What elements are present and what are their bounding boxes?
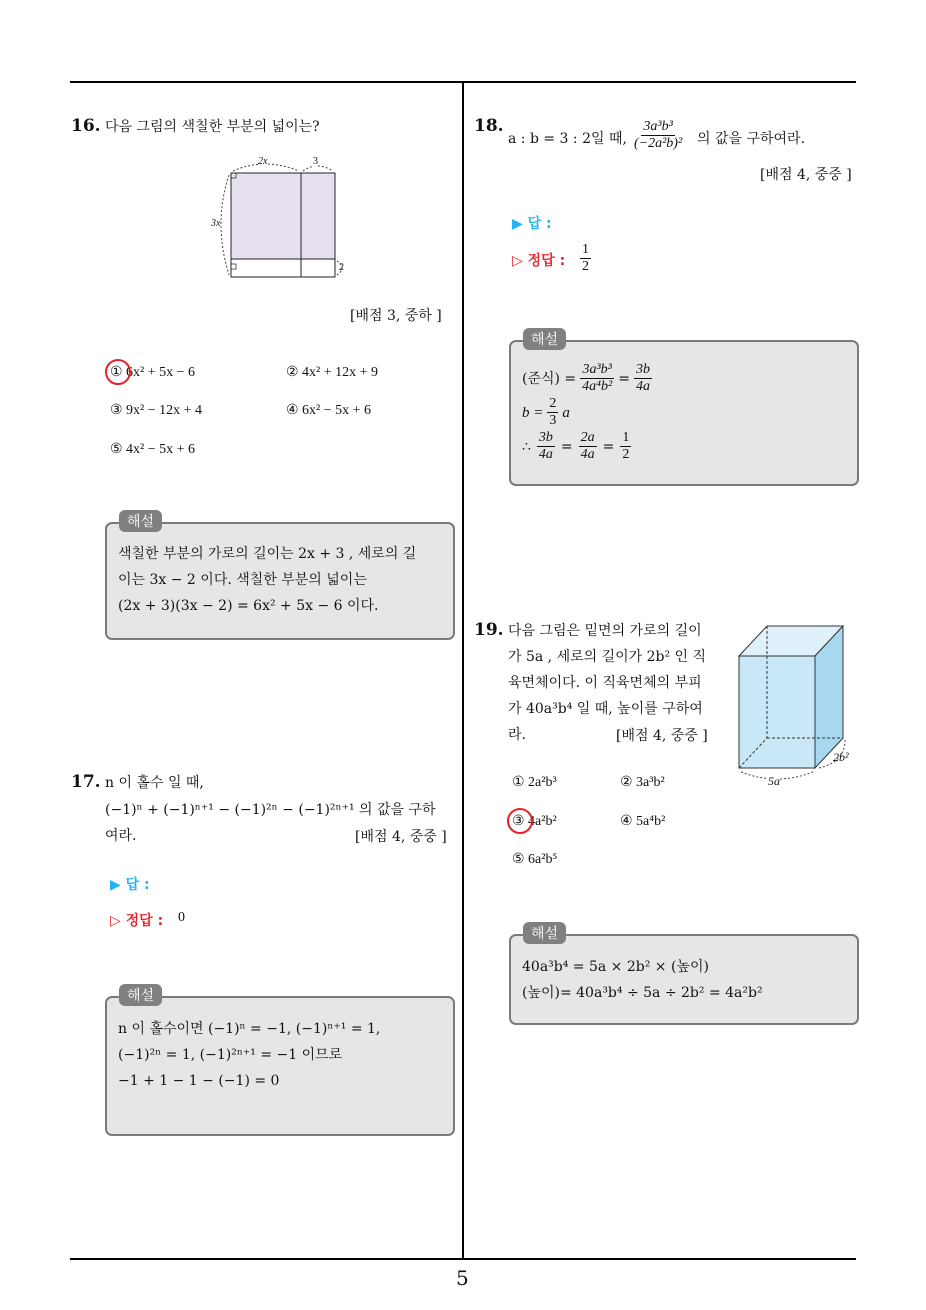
q18-sol-l3-eq2: = (602, 438, 615, 455)
q16-question: 다음 그림의 색칠한 부분의 넓이는? (105, 119, 320, 135)
q18-sol-l1-eq: = (618, 370, 630, 387)
q19-solution-line2: (높이)= 40a³b⁴ ÷ 5a ÷ 2b² = 4a²b² (522, 985, 763, 1001)
q18-sol-l1-f1d: 4a⁴b² (582, 379, 613, 394)
q18-correct-num: 1 (582, 242, 589, 257)
q18-sol-l3-therefore: ∴ (522, 438, 531, 455)
q19-cuboid-figure (735, 622, 860, 792)
q16-fig-label-2: 2 (339, 262, 344, 273)
q18-sol-l3-f3d: 2 (622, 447, 630, 462)
q16-solution-line1: 색칠한 부분의 가로의 길이는 2x + 3 , 세로의 길 (118, 546, 417, 562)
q16-number: 16. (71, 116, 101, 136)
q19-choice-3[interactable]: ③ 4a²b² (512, 814, 557, 829)
q16-choice-1[interactable]: ① 6x² + 5x − 6 (110, 365, 196, 380)
q17-score: [배점 4, 중중 ] (355, 829, 447, 845)
q18-sol-line2 (522, 396, 570, 429)
bottom-rule (70, 1258, 856, 1260)
q18-sol-l2-frac (547, 396, 558, 429)
q18-sol-l2-fn: 2 (549, 396, 557, 411)
q18-sol-line1 (522, 362, 652, 395)
q18-sol-line3 (522, 430, 631, 463)
q17-line1: n 이 홀수 일 때, (105, 775, 204, 791)
q18-expr-denominator: (−2a²b)² (634, 136, 683, 151)
q18-sol-l3-f2d: 4a (580, 447, 595, 462)
q18-sol-l3-f2n: 2a (580, 430, 595, 445)
q16-choice-3[interactable]: ③ 9x² − 12x + 4 (110, 403, 203, 418)
q17-solution-line1: n 이 홀수이면 (−1)ⁿ = −1, (−1)ⁿ⁺¹ = 1, (118, 1021, 381, 1037)
q18-sol-l1-f2d: 4a (635, 379, 650, 394)
q18-sol-l2-prefix: b = (522, 404, 544, 421)
column-divider (462, 82, 464, 1260)
q19-line1: 다음 그림은 밑면의 가로의 길이 (508, 623, 702, 639)
q18-solution-tag: 해설 (523, 328, 566, 350)
q17-solution-line2: (−1)²ⁿ = 1, (−1)²ⁿ⁺¹ = −1 이므로 (118, 1047, 343, 1063)
q17-number: 17. (71, 772, 101, 792)
q16-selected-mark (105, 359, 131, 385)
q19-fig-label-5a: 5a (768, 774, 780, 788)
q18-sol-l3-frac3 (620, 430, 631, 463)
q16-figure (205, 155, 355, 280)
q16-solution-line2: 이는 3x − 2 이다. 색칠한 부분의 넓이는 (118, 572, 367, 588)
q18-sol-l2-fd: 3 (549, 413, 557, 428)
q19-solution-line1: 40a³b⁴ = 5a × 2b² × (높이) (522, 959, 709, 975)
page-number: 5 (456, 1266, 469, 1290)
q17-solution-line3: −1 + 1 − 1 − (−1) = 0 (118, 1073, 280, 1089)
q16-fig-label-3x: 3x (211, 218, 221, 229)
q19-selected-mark (507, 808, 533, 834)
q16-choice-5[interactable]: ⑤ 4x² − 5x + 6 (110, 442, 196, 457)
q18-sol-l1-f2n: 3b (635, 362, 650, 377)
q18-score: [배점 4, 중중 ] (760, 167, 852, 183)
q17-correct-value: 0 (178, 910, 185, 925)
q19-choice-5[interactable]: ⑤ 6a²b⁵ (512, 852, 558, 867)
q19-choice-1[interactable]: ① 2a²b³ (512, 775, 557, 790)
q18-sol-l1-frac1 (580, 362, 614, 395)
q16-score: [배점 3, 중하 ] (350, 308, 442, 324)
q19-solution-tag: 해설 (523, 922, 566, 944)
q18-condition: a : b = 3 : 2일 때, (508, 131, 627, 147)
q16-choice-4[interactable]: ④ 6x² − 5x + 6 (286, 403, 372, 418)
q18-sol-l1-prefix: (준식) = (522, 370, 577, 387)
q19-line5: 라. (508, 727, 526, 743)
q18-sol-l3-f1d: 4a (538, 447, 553, 462)
q18-answer-label[interactable]: ▶ 답 : (512, 216, 552, 232)
q19-line4: 가 40a³b⁴ 일 때, 높이를 구하여 (508, 701, 703, 717)
q18-sol-l3-f3n: 1 (622, 430, 630, 445)
q16-solution-line3: (2x + 3)(3x − 2) = 6x² + 5x − 6 이다. (118, 598, 379, 614)
q19-number: 19. (474, 620, 504, 640)
q16-choice-2[interactable]: ② 4x² + 12x + 9 (286, 365, 379, 380)
q18-tail: 의 값을 구하여라. (697, 131, 806, 147)
q19-cuboid-front (739, 656, 815, 768)
q18-number: 18. (474, 116, 504, 136)
q17-line2: (−1)ⁿ + (−1)ⁿ⁺¹ − (−1)²ⁿ − (−1)²ⁿ⁺¹ 의 값을 구하 (105, 802, 436, 818)
q18-sol-l3-frac1 (537, 430, 555, 463)
q18-sol-l3-eq1: = (560, 438, 573, 455)
q18-sol-l3-f1n: 3b (538, 430, 553, 445)
q19-score: [배점 4, 중중 ] (616, 728, 708, 744)
q18-correct-value (580, 242, 591, 275)
q18-sol-l2-suffix: a (562, 404, 570, 421)
q17-correct-label: ▷ 정답 : (110, 913, 164, 929)
q18-expression (632, 119, 684, 152)
q19-choice-2[interactable]: ② 3a³b² (620, 775, 665, 790)
q18-correct-label: ▷ 정답 : (512, 253, 566, 269)
q19-fig-label-2b2: 2b² (833, 750, 849, 764)
q18-sol-l1-frac2 (634, 362, 652, 395)
q17-solution-tag: 해설 (119, 984, 162, 1006)
q16-shaded-region (231, 173, 335, 259)
q18-sol-l3-frac2 (579, 430, 597, 463)
q18-sol-l1-f1n: 3a³b³ (582, 362, 612, 377)
q16-fig-label-3: 3 (313, 156, 318, 167)
q19-choice-4[interactable]: ④ 5a⁴b² (620, 814, 666, 829)
q17-answer-label[interactable]: ▶ 답 : (110, 877, 150, 893)
q19-line2: 가 5a , 세로의 길이가 2b² 인 직 (508, 649, 707, 665)
q18-expr-numerator: 3a³b³ (643, 119, 673, 134)
q18-correct-den: 2 (582, 259, 589, 274)
q16-fig-label-2x: 2x (258, 156, 268, 167)
q16-solution-tag: 해설 (119, 510, 162, 532)
q19-line3: 육면체이다. 이 직육면체의 부피 (508, 675, 702, 691)
q17-line3: 여라. (105, 828, 137, 844)
